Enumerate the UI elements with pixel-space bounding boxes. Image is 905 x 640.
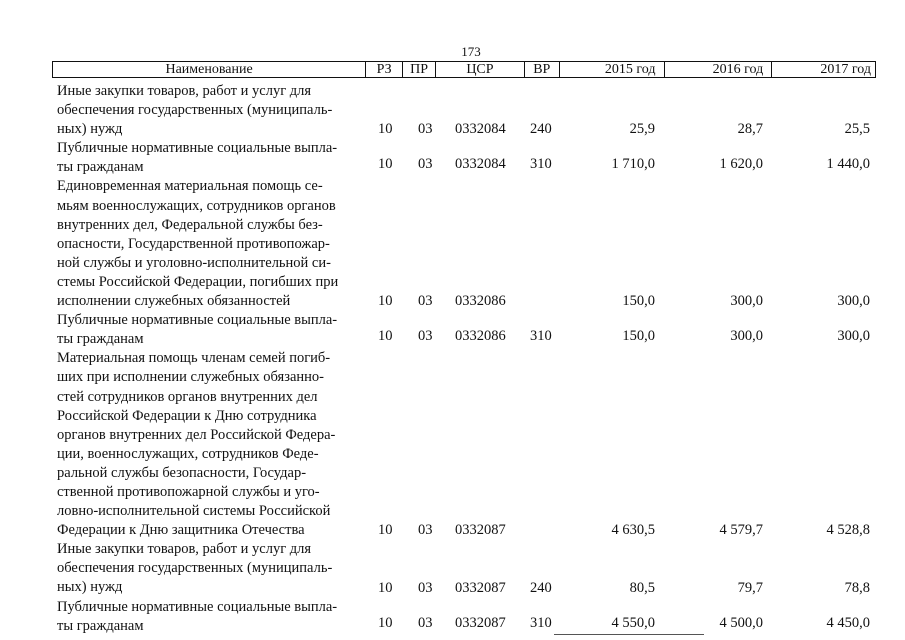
row-pr: 03 xyxy=(418,293,433,310)
row-value-2016: 4 579,7 xyxy=(719,522,763,539)
row-name-line: Публичные нормативные социальные выпла- xyxy=(57,312,338,329)
table-body xyxy=(0,82,905,636)
row-name-line: исполнении служебных обязанностей xyxy=(57,293,291,310)
row-name-line: ты гражданам xyxy=(57,159,144,176)
row-vr: 240 xyxy=(530,579,552,596)
row-name xyxy=(57,349,362,540)
row-name-line: Единовременная материальная помощь се- xyxy=(57,178,323,195)
row-value-2017: 300,0 xyxy=(837,328,870,345)
table-row xyxy=(0,82,905,139)
row-value-2017: 78,8 xyxy=(844,579,870,596)
row-value-2017: 300,0 xyxy=(837,293,870,310)
header-pr: ПР xyxy=(403,62,436,77)
row-pr: 03 xyxy=(418,121,433,138)
row-value-2016: 300,0 xyxy=(730,328,763,345)
row-name-line: опасности, Государственной противопожар- xyxy=(57,235,330,252)
row-value-2016: 4 500,0 xyxy=(719,614,763,631)
row-value-2016: 1 620,0 xyxy=(719,156,763,173)
row-csr: 0332086 xyxy=(455,293,506,310)
table-row xyxy=(0,139,905,177)
page-number: 173 xyxy=(461,44,481,59)
row-value-2015: 150,0 xyxy=(622,328,655,345)
row-value-2015: 4 630,5 xyxy=(611,522,655,539)
row-name-line: ной службы и уголовно-исполнительной си- xyxy=(57,254,331,271)
row-name-line: стей сотрудников органов внутренних дел xyxy=(57,388,318,405)
row-value-2017: 4 450,0 xyxy=(826,614,870,631)
row-rz: 10 xyxy=(378,522,393,539)
row-name-line: ственной противопожарной службы и уго- xyxy=(57,483,320,500)
row-value-2016: 300,0 xyxy=(730,293,763,310)
row-name-line: Федерации к Дню защитника Отечества xyxy=(57,522,305,539)
row-name-line: Иные закупки товаров, работ и услуг для xyxy=(57,83,312,99)
row-pr: 03 xyxy=(418,522,433,539)
row-name-line: обеспечения государственных (муниципаль- xyxy=(57,102,333,119)
row-value-2015: 150,0 xyxy=(622,293,655,310)
row-name-line: ных) нужд xyxy=(57,121,123,138)
row-name-line: органов внутренних дел Российской Федера- xyxy=(57,426,336,443)
header-year-2016: 2016 год xyxy=(665,62,773,77)
row-rz: 10 xyxy=(378,156,393,173)
row-csr: 0332084 xyxy=(455,121,506,138)
table-row xyxy=(0,177,905,311)
table-row xyxy=(0,598,905,636)
row-name-line: ты гражданам xyxy=(57,331,144,348)
row-csr: 0332087 xyxy=(455,614,506,631)
row-value-2017: 1 440,0 xyxy=(826,156,870,173)
row-vr: 240 xyxy=(530,121,552,138)
row-name-line: ты гражданам xyxy=(57,617,144,634)
header-name: Наименование xyxy=(53,62,366,77)
row-name xyxy=(57,311,362,349)
row-name-line: Публичные нормативные социальные выпла- xyxy=(57,598,338,615)
table-header xyxy=(52,61,876,78)
row-name xyxy=(57,139,362,177)
row-value-2015: 25,9 xyxy=(629,121,655,138)
row-rz: 10 xyxy=(378,579,393,596)
header-vr: ВР xyxy=(525,62,560,77)
row-name xyxy=(57,540,362,597)
row-name-line: ральной службы безопасности, Государ- xyxy=(57,464,307,481)
row-name-line: мьям военнослужащих, сотрудников органов xyxy=(57,197,336,214)
row-value-2017: 4 528,8 xyxy=(826,522,870,539)
header-rz: РЗ xyxy=(366,62,403,77)
row-csr: 0332086 xyxy=(455,328,506,345)
table-row xyxy=(0,311,905,349)
row-name-line: ных) нужд xyxy=(57,579,123,596)
row-rz: 10 xyxy=(378,614,393,631)
row-rz: 10 xyxy=(378,121,393,138)
row-value-2017: 25,5 xyxy=(844,121,870,138)
row-name xyxy=(57,82,362,139)
row-name xyxy=(57,598,362,636)
row-pr: 03 xyxy=(418,614,433,631)
row-name-line: Иные закупки товаров, работ и услуг для xyxy=(57,541,312,558)
header-year-2015: 2015 год xyxy=(560,62,665,77)
row-rz: 10 xyxy=(378,328,393,345)
row-value-2015: 1 710,0 xyxy=(611,156,655,173)
row-name-line: ции, военнослужащих, сотрудников Феде- xyxy=(57,445,319,462)
row-name-line: Российской Федерации к Дню сотрудника xyxy=(57,407,317,424)
row-vr: 310 xyxy=(530,328,552,345)
row-value-2016: 28,7 xyxy=(737,121,763,138)
row-vr: 310 xyxy=(530,156,552,173)
row-name-line: внутренних дел, Федеральной службы без- xyxy=(57,216,323,233)
table-row xyxy=(0,540,905,597)
row-pr: 03 xyxy=(418,156,433,173)
row-name-line: Публичные нормативные социальные выпла- xyxy=(57,140,338,157)
row-csr: 0332087 xyxy=(455,522,506,539)
row-csr: 0332087 xyxy=(455,579,506,596)
row-name-line: Материальная помощь членам семей погиб- xyxy=(57,350,331,367)
row-value-2016: 79,7 xyxy=(737,579,763,596)
row-vr: 310 xyxy=(530,614,552,631)
row-pr: 03 xyxy=(418,579,433,596)
header-csr: ЦСР xyxy=(436,62,525,77)
header-year-2017: 2017 год xyxy=(820,62,872,77)
row-name-line: стемы Российской Федерации, погибших при xyxy=(57,273,339,290)
row-name-line: ших при исполнении служебных обязанно- xyxy=(57,369,324,386)
scan-artifact-line xyxy=(554,634,704,635)
row-value-2015: 80,5 xyxy=(629,579,655,596)
row-rz: 10 xyxy=(378,293,393,310)
row-name xyxy=(57,177,362,311)
row-value-2015: 4 550,0 xyxy=(611,614,655,631)
row-name-line: обеспечения государственных (муниципаль- xyxy=(57,560,333,577)
row-csr: 0332084 xyxy=(455,156,506,173)
row-name-line: ловно-исполнительной системы Российской xyxy=(57,503,331,520)
table-row xyxy=(0,349,905,540)
row-pr: 03 xyxy=(418,328,433,345)
